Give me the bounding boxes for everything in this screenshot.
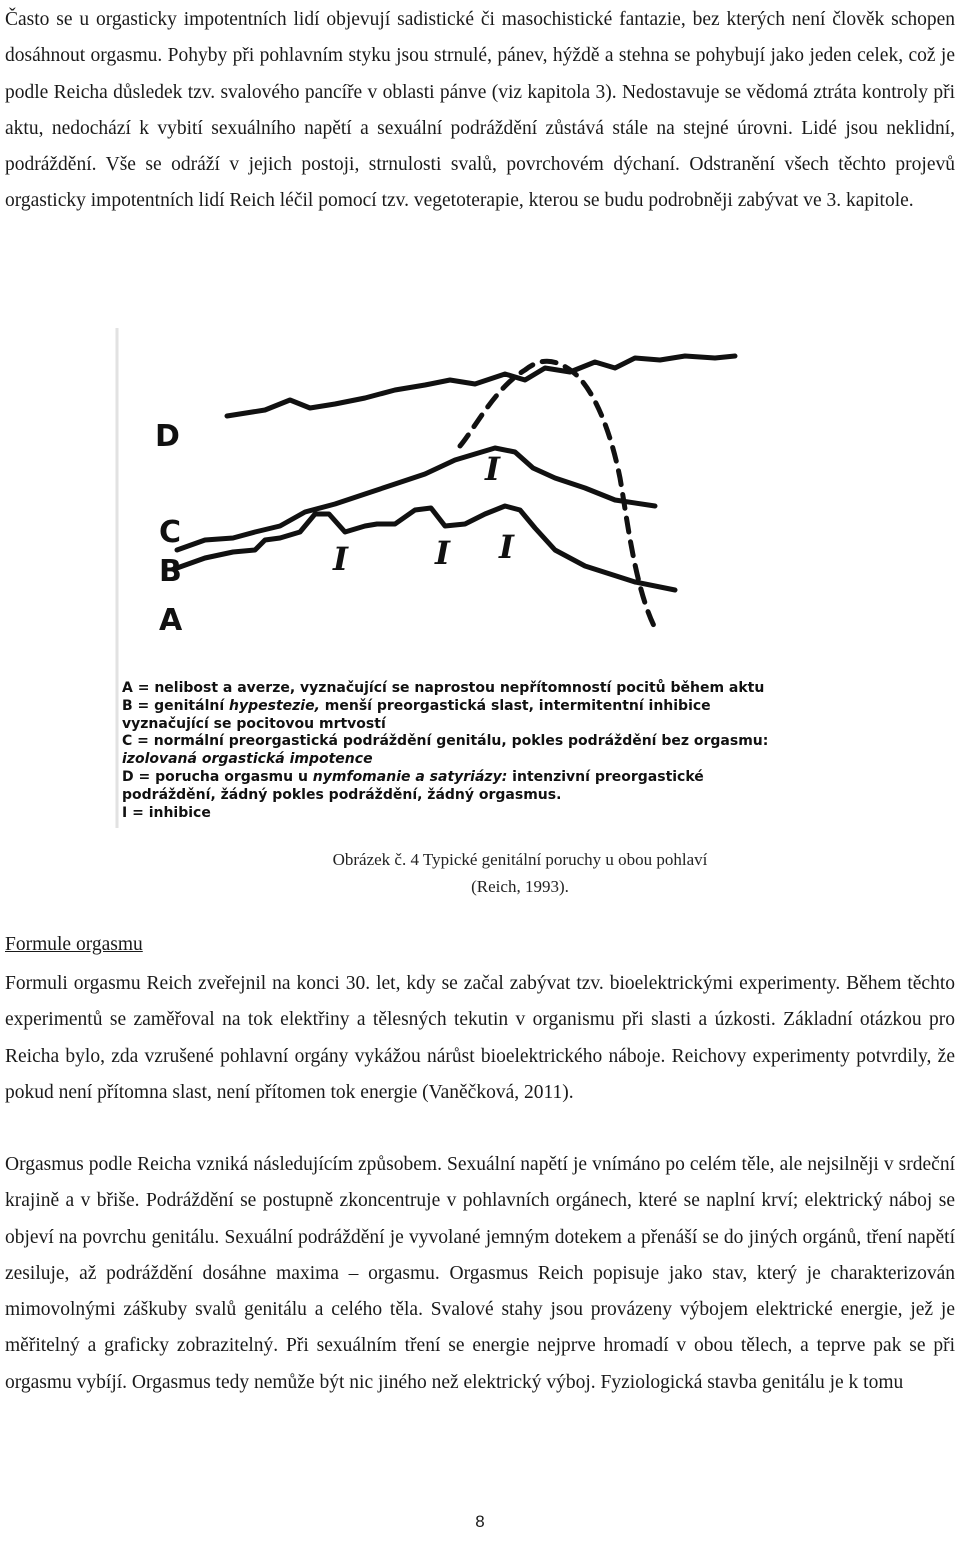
figure-legend — [122, 680, 822, 822]
curve-d — [227, 356, 735, 416]
curve-a — [460, 361, 655, 628]
legend-line: I = inhibice — [122, 804, 211, 821]
curve-c — [177, 448, 655, 550]
inhibition-mark: I — [485, 450, 500, 488]
body-paragraph: Orgasmus podle Reicha vzniká následujícím způsobem. Sexuální napětí je vnímáno po celém těle, ale nejsilněji v srdeční krajině a v břiše. Podráždění se postupně zkoncentruje v pohlavních orgánech, které se naplní krví; elektrický náboj se objeví na povrchu genitálu. Sexuální podráždění je vyvolané jemným dotekem a přenáší se do jiných orgánů, tření napětí zesiluje, až podráždění dosáhne maxima – orgasmu. Orgasmus Reich popisuje jako stav, který je charakterizován mimovolnými záškuby svalů genitálu a celého těla. Svalové stahy jsou provázeny výbojem elektrické energie, jež je měřitelný a graficky zobrazitelný. Při sexuálním tření se energie nejprve hromadí v obou tělech, a teprve pak se při orgasmu vybíjí. Orgasmus tedy nemůže být nic jiného než elektrický výboj. Fyziologická stavba genitálu je k tomu — [5, 1154, 955, 1393]
figure-caption: Obrázek č. 4 Typické genitální poruchy u obou pohlaví — [332, 850, 708, 869]
intro-paragraph: Často se u orgasticky impotentních lidí objevují sadistické či masochistické fantazie, bez kterých není člověk schopen dosáhnout orgasmu. Pohyby při pohlavním styku jsou strnulé, pánev, hýždě a stehna se pohybují jako jeden celek, což je podle Reicha důsledek tzv. svalového pancíře v oblasti pánve (viz kapitola 3). Nedostavuje se vědomá ztráta kontroly při aktu, nedochází k vybití sexuálního napětí a sexuální podráždění zůstává stále na stejné úrovni. Lidé jsou neklidní, podráždění. Vše se odráží v jejich postoji, strnulosti svalů, povrchovém dýchaní. Odstranění všech těchto projevů orgasticky impotentních lidí Reich léčil pomocí tzv. vegetoterapie, kterou se budu podrobněji zabývat ve 3. kapitole. — [5, 9, 955, 212]
curve-label-d: D — [155, 419, 180, 454]
legend-line: B = genitální hypestezie, menší preorgastická slast, intermitentní inhibice — [122, 697, 711, 714]
legend-line: A = nelibost a averze, vyznačující se naprostou nepřítomností pocitů během aktu — [122, 680, 765, 696]
body-paragraph: Formuli orgasmu Reich zveřejnil na konci 30. let, kdy se začal zabývat tzv. bioelektrickými experimenty. Během těchto experimentů se zaměřoval na tok elektřiny a tělesných tekutin v organismu při slasti a úzkosti. Základní otázkou pro Reicha bylo, zda vzrušené pohlavní orgány vykážou nárůst bioelektrického náboje. Reichovy experimenty potvrdily, že pokud není přítomna slast, není přítomen tok energie (Vaněčková, 2011). — [5, 973, 955, 1103]
legend-line: D = porucha orgasmu u nymfomanie a satyriázy: intenzivní preorgastické — [122, 768, 704, 785]
inhibition-mark: I — [435, 534, 450, 572]
curve-b — [177, 506, 675, 590]
legend-line: vyznačující se pocitovou mrtvostí — [122, 715, 386, 732]
legend-line: podráždění, žádný pokles podráždění, žádný orgasmus. — [122, 786, 562, 803]
figure-caption-source: (Reich, 1993). — [471, 877, 569, 896]
curve-label-c: C — [159, 515, 182, 550]
page-number: 8 — [475, 1512, 485, 1531]
inhibition-mark: I — [499, 528, 514, 566]
curve-label-a: A — [159, 603, 183, 638]
legend-line: izolovaná orgastická impotence — [122, 751, 373, 768]
legend-line: C = normální preorgastická podráždění genitálu, pokles podráždění bez orgasmu: — [122, 733, 769, 750]
inhibition-mark: I — [333, 540, 348, 578]
curve-label-b: B — [159, 554, 182, 589]
section-heading: Formule orgasmu — [5, 934, 143, 955]
